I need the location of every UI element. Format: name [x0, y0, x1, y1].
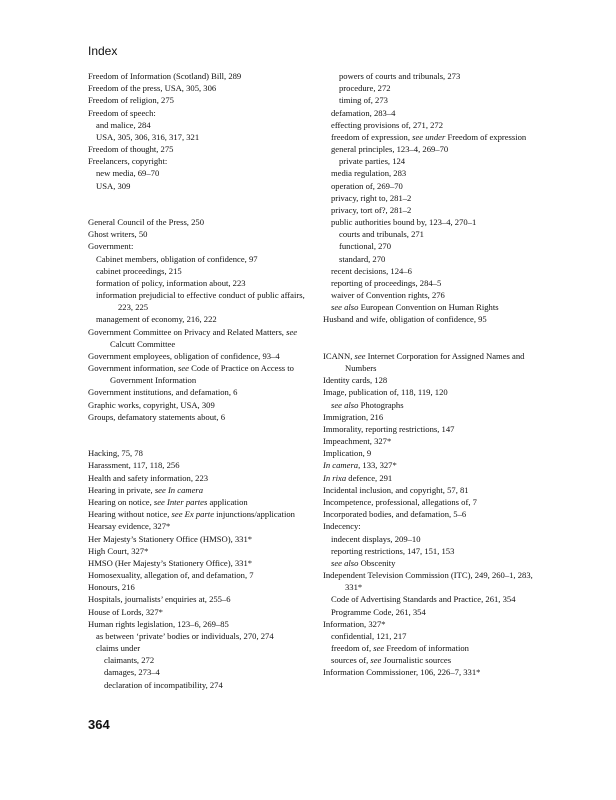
- entry-text: Impeachment, 327*: [323, 436, 392, 447]
- entry-text: information prejudicial to effective conduct of public affairs, 223, 225: [96, 290, 305, 313]
- index-entry: [88, 362, 314, 386]
- index-subentry: [323, 204, 545, 216]
- entry-text: declaration of incompatibility, 274: [104, 679, 223, 690]
- entry-text: Freedom of expression: [445, 131, 527, 142]
- entry-text: privacy, right to, 281–2: [331, 192, 412, 203]
- index-subentry: [323, 131, 545, 143]
- page-number: 364: [88, 717, 110, 732]
- index-entry: [88, 618, 314, 630]
- entry-text: Photographs: [358, 399, 404, 410]
- entry-text: Internet Corporation for Assigned Names and Numbers: [345, 350, 525, 374]
- entry-text: claims under: [96, 643, 141, 654]
- index-entry: [323, 435, 545, 447]
- index-entry: [323, 374, 545, 386]
- index-entry: [323, 459, 545, 471]
- index-entry: [323, 484, 545, 496]
- index-subentry: [88, 265, 314, 277]
- index-entry: [323, 618, 545, 630]
- entry-text: Incompetence, professional, allegations of, 7: [323, 497, 477, 507]
- entry-text: see Ex parte: [171, 509, 215, 520]
- index-entry: [88, 569, 314, 581]
- entry-text: Independent Television Commission (ITC), 249, 260–1, 283, 331*: [323, 570, 533, 593]
- index-subentry: [323, 180, 545, 192]
- entry-text: Hearing in private,: [88, 484, 155, 495]
- entry-text: In camera: [323, 460, 359, 471]
- entry-text: see: [177, 363, 189, 374]
- entry-text: and malice, 284: [96, 119, 151, 130]
- entry-text: injunctions/application: [214, 509, 295, 520]
- entry-text: Government:: [88, 241, 134, 252]
- index-entry: [88, 155, 314, 167]
- entry-text: operation of, 269–70: [331, 180, 403, 191]
- entry-text: functional, 270: [339, 241, 392, 252]
- entry-text: Her Majesty’s Stationery Office (HMSO), 331*: [88, 533, 253, 544]
- entry-text: USA, 309: [96, 180, 131, 191]
- entry-text: Government institutions, and defamation, 6: [88, 387, 238, 398]
- index-entry: [323, 386, 545, 398]
- entry-text: confidential, 121, 217: [331, 630, 407, 641]
- entry-text: Hacking, 75, 78: [88, 448, 143, 459]
- index-subentry: [323, 107, 545, 119]
- index-subentry: [323, 399, 545, 411]
- entry-text: see Inter partes: [153, 496, 208, 507]
- entry-text: Calcutt Committee: [110, 338, 176, 349]
- index-entry: [323, 520, 545, 532]
- entry-text: Information Commissioner, 106, 226–7, 331*: [323, 667, 481, 678]
- entry-text: Hospitals, journalists’ enquiries at, 255–6: [88, 594, 231, 605]
- index-subentry: [323, 82, 545, 94]
- entry-text: Immigration, 216: [323, 411, 384, 422]
- entry-text: Health and safety information, 223: [88, 472, 209, 483]
- index-subentry: [323, 557, 545, 569]
- entry-text: Freelancers, copyright:: [88, 156, 168, 167]
- index-entry: [88, 228, 314, 240]
- entry-text: reporting of proceedings, 284–5: [331, 277, 442, 288]
- entry-text: see under: [412, 131, 446, 142]
- index-subentry: [88, 630, 314, 642]
- entry-text: waiver of Convention rights, 276: [331, 290, 445, 301]
- entry-text: Indecency:: [323, 521, 361, 532]
- entry-text: Programme Code, 261, 354: [331, 606, 426, 617]
- entry-text: General Council of the Press, 250: [88, 217, 204, 228]
- entry-text: HMSO (Her Majesty’s Stationery Office), 331*: [88, 557, 253, 568]
- entry-text: European Convention on Human Rights: [358, 302, 499, 313]
- index-subentry: [88, 313, 314, 325]
- entry-text: effecting provisions of, 271, 272: [331, 119, 444, 130]
- entry-text: Freedom of thought, 275: [88, 144, 174, 155]
- index-entry: [323, 423, 545, 435]
- index-subentry: [88, 289, 314, 313]
- index-subentry: [323, 630, 545, 642]
- section-gap: [323, 326, 545, 350]
- entry-text: Government Committee on Privacy and Related Matters,: [88, 326, 287, 337]
- entry-text: Incorporated bodies, and defamation, 5–6: [323, 509, 467, 520]
- index-entry: [88, 216, 314, 228]
- index-subentry: [323, 606, 545, 618]
- index-entry: [323, 447, 545, 459]
- entry-text: Incidental inclusion, and copyright, 57, 81: [323, 484, 469, 495]
- index-column-right: [323, 70, 545, 679]
- entry-text: Implication, 9: [323, 448, 372, 459]
- entry-text: Hearing on notice,: [88, 496, 154, 507]
- index-entry: [88, 508, 314, 520]
- index-subentry: [323, 192, 545, 204]
- entry-text: sources of,: [331, 655, 371, 666]
- index-entry: [88, 459, 314, 471]
- entry-text: Government employees, obligation of confidence, 93–4: [88, 350, 280, 361]
- index-subentry: [88, 642, 314, 654]
- index-subentry: [88, 277, 314, 289]
- entry-text: powers of courts and tribunals, 273: [339, 71, 461, 81]
- index-entry: [88, 107, 314, 119]
- index-subentry: [88, 666, 314, 678]
- entry-text: USA, 305, 306, 316, 317, 321: [96, 131, 200, 142]
- index-subentry: [323, 642, 545, 654]
- entry-text: timing of, 273: [339, 95, 388, 106]
- entry-text: Hearsay evidence, 327*: [88, 521, 171, 532]
- index-entry: [323, 496, 545, 508]
- index-entry: [323, 472, 545, 484]
- index-subentry: [323, 94, 545, 106]
- entry-text: Graphic works, copyright, USA, 309: [88, 399, 215, 410]
- index-entry: [88, 82, 314, 94]
- entry-text: formation of policy, information about, 223: [96, 277, 246, 288]
- entry-text: claimants, 272: [104, 655, 155, 666]
- entry-text: private parties, 124: [339, 156, 406, 167]
- index-entry: [88, 557, 314, 569]
- entry-text: Human rights legislation, 123–6, 269–85: [88, 618, 229, 629]
- entry-text: standard, 270: [339, 253, 386, 264]
- entry-text: procedure, 272: [339, 83, 391, 94]
- entry-text: ICANN,: [323, 350, 355, 361]
- index-subentry: [323, 155, 545, 167]
- index-subentry: [323, 216, 545, 228]
- entry-text: Obscenity: [358, 557, 396, 568]
- index-entry: [323, 411, 545, 423]
- index-entry: [323, 569, 545, 593]
- index-entry: [88, 496, 314, 508]
- index-subentry: [323, 289, 545, 301]
- entry-text: Immorality, reporting restrictions, 147: [323, 423, 455, 434]
- index-subentry: [88, 253, 314, 265]
- entry-text: Freedom of religion, 275: [88, 95, 174, 106]
- entry-text: Information, 327*: [323, 618, 386, 629]
- entry-text: recent decisions, 124–6: [331, 265, 412, 276]
- index-subentry: [323, 119, 545, 131]
- entry-text: Government information,: [88, 363, 178, 374]
- index-subentry: [88, 654, 314, 666]
- entry-text: Hearing without notice,: [88, 509, 172, 520]
- index-entry: [323, 313, 545, 325]
- entry-text: see also: [331, 302, 359, 313]
- entry-text: In rixa: [323, 472, 347, 483]
- entry-text: application: [207, 496, 248, 507]
- entry-text: Groups, defamatory statements about, 6: [88, 411, 225, 422]
- index-entry: [323, 350, 545, 374]
- index-entry: [88, 581, 314, 593]
- entry-text: Freedom of information: [384, 643, 469, 654]
- entry-text: Journalistic sources: [381, 655, 452, 666]
- entry-text: reporting restrictions, 147, 151, 153: [331, 545, 455, 556]
- entry-text: Husband and wife, obligation of confidence, 95: [323, 314, 487, 325]
- entry-text: defence, 291: [346, 472, 393, 483]
- entry-text: Identity cards, 128: [323, 375, 388, 386]
- page-header: Index: [88, 44, 118, 58]
- index-entry: [88, 593, 314, 605]
- entry-text: , 133, 327*: [358, 460, 397, 471]
- entry-text: privacy, tort of?, 281–2: [331, 204, 412, 215]
- entry-text: Code of Practice on Access to Government Information: [110, 363, 294, 386]
- entry-text: defamation, 283–4: [331, 107, 396, 118]
- entry-text: see: [354, 350, 366, 361]
- index-entry: [88, 520, 314, 532]
- entry-text: Ghost writers, 50: [88, 229, 148, 240]
- index-entry: [88, 240, 314, 252]
- index-subentry: [88, 167, 314, 179]
- entry-text: House of Lords, 327*: [88, 606, 163, 617]
- index-entry: [88, 472, 314, 484]
- entry-text: Freedom of Information (Scotland) Bill, 289: [88, 71, 242, 81]
- index-subentry: [88, 679, 314, 691]
- entry-text: new media, 69–70: [96, 168, 160, 179]
- index-subentry: [323, 265, 545, 277]
- entry-text: Homosexuality, allegation of, and defamation, 7: [88, 570, 254, 581]
- index-subentry: [323, 70, 545, 82]
- entry-text: freedom of expression,: [331, 131, 413, 142]
- entry-text: Freedom of speech:: [88, 107, 156, 118]
- index-entry: [323, 508, 545, 520]
- entry-text: indecent displays, 209–10: [331, 533, 421, 544]
- entry-text: as between ‘private’ bodies or individuals, 270, 274: [96, 630, 274, 641]
- index-entry: [88, 94, 314, 106]
- index-entry: [88, 606, 314, 618]
- entry-text: see: [373, 643, 385, 654]
- entry-text: see In camera: [154, 484, 204, 495]
- index-subentry: [323, 167, 545, 179]
- entry-text: Harassment, 117, 118, 256: [88, 460, 180, 471]
- index-subentry: [323, 533, 545, 545]
- index-entry: [88, 545, 314, 557]
- index-subentry: [323, 240, 545, 252]
- index-subentry: [323, 277, 545, 289]
- index-subentry: [323, 654, 545, 666]
- index-subentry: [88, 180, 314, 192]
- index-entry: [88, 326, 314, 350]
- index-column-left: [88, 70, 314, 691]
- index-entry: [88, 484, 314, 496]
- section-gap: [88, 423, 314, 447]
- index-entry: [88, 70, 314, 82]
- index-entry: [88, 399, 314, 411]
- entry-text: see also: [331, 399, 359, 410]
- entry-text: Image, publication of, 118, 119, 120: [323, 387, 448, 398]
- entry-text: see: [370, 655, 382, 666]
- entry-text: cabinet proceedings, 215: [96, 265, 182, 276]
- index-subentry: [323, 545, 545, 557]
- index-entry: [88, 447, 314, 459]
- entry-text: see also: [331, 557, 359, 568]
- entry-text: management of economy, 216, 222: [96, 314, 217, 325]
- entry-text: Honours, 216: [88, 582, 135, 593]
- entry-text: courts and tribunals, 271: [339, 229, 424, 240]
- section-gap: [88, 192, 314, 216]
- entry-text: freedom of,: [331, 643, 374, 654]
- index-subentry: [323, 228, 545, 240]
- entry-text: media regulation, 283: [331, 168, 407, 179]
- entry-text: general principles, 123–4, 269–70: [331, 144, 449, 155]
- index-entry: [88, 350, 314, 362]
- entry-text: High Court, 327*: [88, 545, 149, 556]
- index-subentry: [323, 593, 545, 605]
- entry-text: Cabinet members, obligation of confidence, 97: [96, 253, 258, 264]
- index-subentry: [88, 119, 314, 131]
- entry-text: public authorities bound by, 123–4, 270–1: [331, 217, 477, 228]
- entry-text: Freedom of the press, USA, 305, 306: [88, 83, 217, 94]
- index-entry: [88, 411, 314, 423]
- index-entry: [323, 666, 545, 678]
- entry-text: Code of Advertising Standards and Practice, 261, 354: [331, 594, 516, 605]
- index-entry: [88, 386, 314, 398]
- index-subentry: [323, 301, 545, 313]
- entry-text: damages, 273–4: [104, 667, 160, 678]
- entry-text: see: [286, 326, 298, 337]
- index-subentry: [323, 253, 545, 265]
- index-entry: [88, 143, 314, 155]
- index-entry: [88, 533, 314, 545]
- index-subentry: [88, 131, 314, 143]
- index-subentry: [323, 143, 545, 155]
